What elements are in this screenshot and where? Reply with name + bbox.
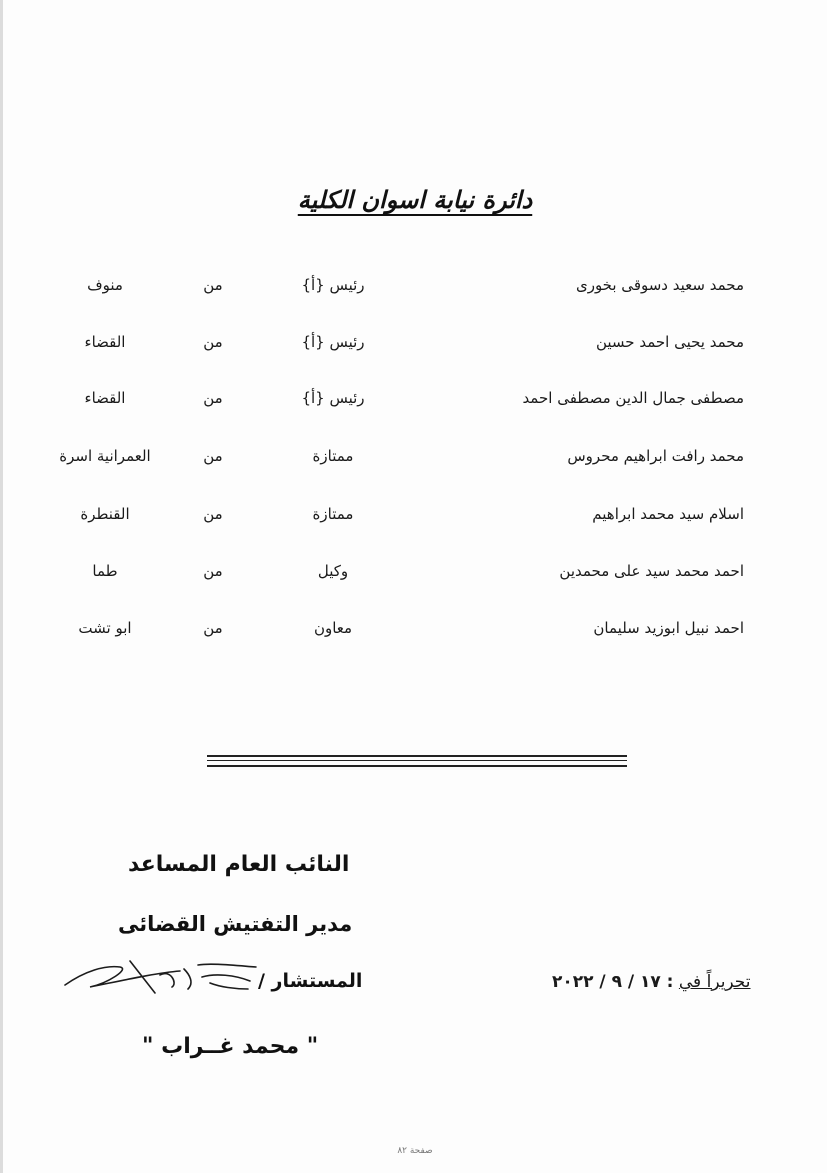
member-origin: العمرانية اسرة (59, 447, 151, 465)
divider-line (207, 755, 627, 757)
advisor-label: المستشار / (258, 970, 363, 992)
member-name: احمد محمد سيد على محمدين (559, 562, 744, 580)
member-origin: القنطرة (80, 505, 130, 523)
page-title: دائرة نيابة اسوان الكلية (297, 186, 533, 214)
member-rank: معاون (313, 619, 353, 637)
from-label: من (203, 562, 223, 580)
member-name: محمد يحيى احمد حسين (595, 333, 744, 351)
member-name: مصطفى جمال الدين مصطفى احمد (522, 389, 744, 407)
signatory-position: مدير التفتيش القضائى (118, 912, 353, 936)
from-label: من (203, 389, 223, 407)
divider-line (207, 760, 627, 761)
member-origin: طما (92, 562, 118, 580)
member-name: احمد نبيل ابوزيد سليمان (593, 619, 744, 637)
table-row (0, 333, 827, 363)
table-row (0, 619, 827, 649)
member-rank: وكيل (317, 562, 349, 580)
member-rank: رئيس {أ} (301, 389, 365, 407)
member-rank: رئيس {أ} (301, 276, 365, 294)
from-label: من (203, 447, 223, 465)
date-label: تحريراً في (678, 972, 751, 992)
table-row (0, 389, 827, 419)
from-label: من (203, 333, 223, 351)
date-line (552, 972, 751, 992)
member-origin: منوف (87, 276, 123, 294)
from-label: من (203, 619, 223, 637)
member-origin: القضاء (84, 389, 126, 407)
member-name: محمد سعيد دسوقى بخورى (575, 276, 744, 294)
member-rank: رئيس {أ} (301, 333, 365, 351)
member-name: محمد رافت ابراهيم محروس (567, 447, 744, 465)
member-origin: القضاء (84, 333, 126, 351)
divider-line (207, 765, 627, 767)
table-row (0, 447, 827, 477)
page-number: صفحة ٨٢ (397, 1146, 433, 1156)
date-value: : ١٧ / ٩ / ٢٠٢٢ (552, 972, 674, 992)
from-label: من (203, 276, 223, 294)
from-label: من (203, 505, 223, 523)
member-rank: ممتازة (312, 505, 354, 523)
signatory-title: النائب العام المساعد (128, 852, 350, 877)
signer-name: " محمد غــراب " (142, 1034, 319, 1059)
member-name: اسلام سيد محمد ابراهيم (592, 505, 744, 523)
member-origin: ابو تشت (78, 619, 132, 637)
handwritten-signature (60, 953, 260, 1003)
table-row (0, 276, 827, 306)
member-rank: ممتازة (312, 447, 354, 465)
table-row (0, 562, 827, 592)
table-row (0, 505, 827, 535)
